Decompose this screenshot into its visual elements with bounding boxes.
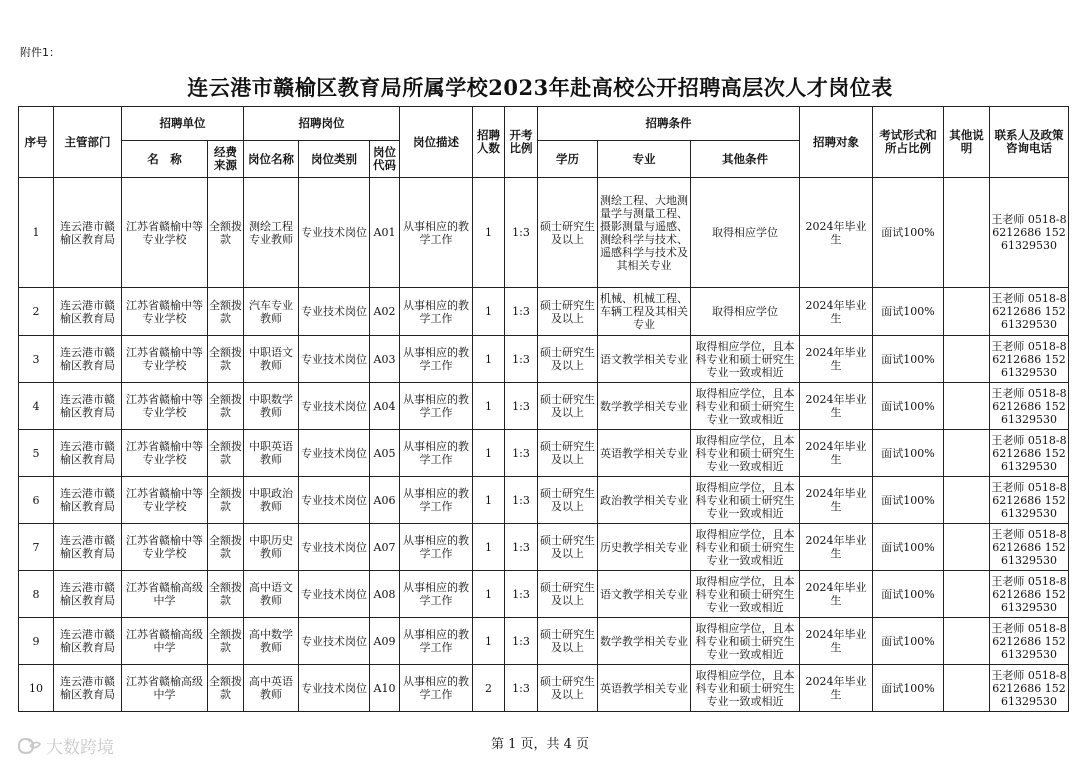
cell-type: 专业技术岗位 [299, 178, 370, 288]
cell-seq: 3 [19, 336, 54, 383]
cell-unit: 江苏省赣榆中等专业学校 [122, 383, 208, 430]
cell-count: 1 [473, 288, 505, 336]
cell-count: 1 [473, 571, 505, 618]
cell-other: 取得相应学位，且本科专业和硕士研究生专业一致或相近 [691, 618, 800, 665]
cell-desc: 从事相应的教学工作 [400, 430, 473, 477]
cell-contact: 王老师 0518-86212686 15261329530 [990, 178, 1069, 288]
cell-contact: 王老师 0518-86212686 15261329530 [990, 665, 1069, 712]
cell-unit: 江苏省赣榆中等专业学校 [122, 430, 208, 477]
cell-ratio: 1:3 [505, 430, 538, 477]
cell-desc: 从事相应的教学工作 [400, 618, 473, 665]
header-dept: 主管部门 [54, 107, 122, 178]
header-ratio: 开考比例 [505, 107, 538, 178]
cell-funding: 全额拨款 [208, 571, 244, 618]
cell-desc: 从事相应的教学工作 [400, 477, 473, 524]
table-row [19, 383, 1069, 430]
table-row [19, 477, 1069, 524]
header-post-code: 岗位代码 [370, 141, 400, 178]
cell-notes [944, 618, 990, 665]
page-title: 连云港市赣榆区教育局所属学校2023年赴高校公开招聘高层次人才岗位表 [187, 75, 893, 100]
cell-count: 1 [473, 178, 505, 288]
cell-dept: 连云港市赣榆区教育局 [54, 618, 122, 665]
cell-target: 2024年毕业生 [800, 178, 873, 288]
cell-count: 1 [473, 618, 505, 665]
cell-exam: 面试100% [873, 383, 944, 430]
cell-type: 专业技术岗位 [299, 665, 370, 712]
header-post-group: 招聘岗位 [244, 107, 400, 141]
cell-other: 取得相应学位，且本科专业和硕士研究生专业一致或相近 [691, 524, 800, 571]
cell-ratio: 1:3 [505, 288, 538, 336]
header-other: 其他条件 [691, 141, 800, 178]
cell-post: 中职英语教师 [244, 430, 299, 477]
recruitment-table [18, 106, 1069, 712]
cell-funding: 全额拨款 [208, 618, 244, 665]
cell-other: 取得相应学位 [691, 178, 800, 288]
cell-major: 数学教学相关专业 [598, 383, 691, 430]
cell-funding: 全额拨款 [208, 383, 244, 430]
cell-exam: 面试100% [873, 665, 944, 712]
cell-dept: 连云港市赣榆区教育局 [54, 288, 122, 336]
cell-seq: 10 [19, 665, 54, 712]
cell-dept: 连云港市赣榆区教育局 [54, 665, 122, 712]
cell-major: 测绘工程、大地测量学与测量工程、摄影测量与遥感、测绘科学与技术、遥感科学与技术及其相关专业 [598, 178, 691, 288]
cell-ratio: 1:3 [505, 477, 538, 524]
header-post-name: 岗位名称 [244, 141, 299, 178]
cell-post: 高中语文教师 [244, 571, 299, 618]
cell-major: 政治教学相关专业 [598, 477, 691, 524]
table-row [19, 618, 1069, 665]
cell-other: 取得相应学位，且本科专业和硕士研究生专业一致或相近 [691, 430, 800, 477]
cell-code: A02 [370, 288, 400, 336]
cell-edu: 硕士研究生及以上 [538, 288, 598, 336]
cell-notes [944, 477, 990, 524]
cell-major: 语文教学相关专业 [598, 336, 691, 383]
cell-contact: 王老师 0518-86212686 15261329530 [990, 288, 1069, 336]
cell-post: 高中英语教师 [244, 665, 299, 712]
header-contact: 联系人及政策咨询电话 [990, 107, 1069, 178]
cell-contact: 王老师 0518-86212686 15261329530 [990, 336, 1069, 383]
cell-major: 英语教学相关专业 [598, 430, 691, 477]
cell-edu: 硕士研究生及以上 [538, 336, 598, 383]
cell-desc: 从事相应的教学工作 [400, 524, 473, 571]
cell-unit: 江苏省赣榆高级中学 [122, 571, 208, 618]
cell-dept: 连云港市赣榆区教育局 [54, 571, 122, 618]
cell-post: 中职政治教师 [244, 477, 299, 524]
header-post-desc: 岗位描述 [400, 107, 473, 178]
cell-count: 1 [473, 336, 505, 383]
cell-post: 中职历史教师 [244, 524, 299, 571]
cell-post: 中职语文教师 [244, 336, 299, 383]
cell-edu: 硕士研究生及以上 [538, 665, 598, 712]
cell-type: 专业技术岗位 [299, 430, 370, 477]
cell-ratio: 1:3 [505, 524, 538, 571]
cell-code: A05 [370, 430, 400, 477]
cell-desc: 从事相应的教学工作 [400, 336, 473, 383]
cell-target: 2024年毕业生 [800, 288, 873, 336]
cell-other: 取得相应学位，且本科专业和硕士研究生专业一致或相近 [691, 383, 800, 430]
cell-major: 数学教学相关专业 [598, 618, 691, 665]
cell-unit: 江苏省赣榆高级中学 [122, 618, 208, 665]
cell-other: 取得相应学位，且本科专业和硕士研究生专业一致或相近 [691, 477, 800, 524]
cell-contact: 王老师 0518-86212686 15261329530 [990, 618, 1069, 665]
table-row [19, 178, 1069, 288]
header-funding: 经费来源 [208, 141, 244, 178]
cell-dept: 连云港市赣榆区教育局 [54, 430, 122, 477]
cell-dept: 连云港市赣榆区教育局 [54, 178, 122, 288]
cell-seq: 9 [19, 618, 54, 665]
cell-notes [944, 336, 990, 383]
header-unit-group: 招聘单位 [122, 107, 244, 141]
cell-dept: 连云港市赣榆区教育局 [54, 383, 122, 430]
cell-code: A03 [370, 336, 400, 383]
cell-target: 2024年毕业生 [800, 336, 873, 383]
cell-seq: 4 [19, 383, 54, 430]
cell-code: A07 [370, 524, 400, 571]
cell-funding: 全额拨款 [208, 430, 244, 477]
cell-post: 汽车专业教师 [244, 288, 299, 336]
cell-target: 2024年毕业生 [800, 665, 873, 712]
cell-code: A01 [370, 178, 400, 288]
cell-edu: 硕士研究生及以上 [538, 178, 598, 288]
header-notes: 其他说明 [944, 107, 990, 178]
cell-count: 1 [473, 477, 505, 524]
cell-code: A10 [370, 665, 400, 712]
cell-exam: 面试100% [873, 477, 944, 524]
cell-ratio: 1:3 [505, 178, 538, 288]
cell-post: 测绘工程专业教师 [244, 178, 299, 288]
cell-exam: 面试100% [873, 178, 944, 288]
cell-major: 英语教学相关专业 [598, 665, 691, 712]
cell-unit: 江苏省赣榆中等专业学校 [122, 524, 208, 571]
cell-unit: 江苏省赣榆中等专业学校 [122, 477, 208, 524]
cell-seq: 7 [19, 524, 54, 571]
cell-exam: 面试100% [873, 430, 944, 477]
cell-dept: 连云港市赣榆区教育局 [54, 524, 122, 571]
cell-other: 取得相应学位，且本科专业和硕士研究生专业一致或相近 [691, 571, 800, 618]
header-target: 招聘对象 [800, 107, 873, 178]
cell-desc: 从事相应的教学工作 [400, 383, 473, 430]
cell-target: 2024年毕业生 [800, 430, 873, 477]
cell-ratio: 1:3 [505, 383, 538, 430]
cell-notes [944, 665, 990, 712]
cell-type: 专业技术岗位 [299, 477, 370, 524]
cell-contact: 王老师 0518-86212686 15261329530 [990, 477, 1069, 524]
header-post-type: 岗位类别 [299, 141, 370, 178]
cell-desc: 从事相应的教学工作 [400, 288, 473, 336]
cell-ratio: 1:3 [505, 618, 538, 665]
cell-edu: 硕士研究生及以上 [538, 430, 598, 477]
cell-exam: 面试100% [873, 524, 944, 571]
cell-type: 专业技术岗位 [299, 383, 370, 430]
cell-notes [944, 288, 990, 336]
cell-target: 2024年毕业生 [800, 571, 873, 618]
cell-count: 1 [473, 430, 505, 477]
cell-code: A04 [370, 383, 400, 430]
cell-notes [944, 571, 990, 618]
table-row [19, 288, 1069, 336]
cell-count: 1 [473, 383, 505, 430]
cell-seq: 5 [19, 430, 54, 477]
cell-exam: 面试100% [873, 336, 944, 383]
header-count: 招聘人数 [473, 107, 505, 178]
header-cond-group: 招聘条件 [538, 107, 800, 141]
cell-contact: 王老师 0518-86212686 15261329530 [990, 524, 1069, 571]
watermark-text: 大数跨境 [46, 738, 114, 758]
cell-unit: 江苏省赣榆中等专业学校 [122, 178, 208, 288]
cell-funding: 全额拨款 [208, 336, 244, 383]
cell-seq: 8 [19, 571, 54, 618]
cell-other: 取得相应学位 [691, 288, 800, 336]
header-unit-name: 名 称 [122, 141, 208, 178]
cell-ratio: 1:3 [505, 665, 538, 712]
cell-unit: 江苏省赣榆中等专业学校 [122, 288, 208, 336]
cell-code: A06 [370, 477, 400, 524]
header-seq: 序号 [19, 107, 54, 178]
cell-major: 语文教学相关专业 [598, 571, 691, 618]
cell-type: 专业技术岗位 [299, 336, 370, 383]
cell-post: 中职数学教师 [244, 383, 299, 430]
cell-unit: 江苏省赣榆高级中学 [122, 665, 208, 712]
cell-edu: 硕士研究生及以上 [538, 477, 598, 524]
cell-edu: 硕士研究生及以上 [538, 571, 598, 618]
cell-other: 取得相应学位，且本科专业和硕士研究生专业一致或相近 [691, 336, 800, 383]
cell-notes [944, 383, 990, 430]
table-row [19, 524, 1069, 571]
cell-edu: 硕士研究生及以上 [538, 618, 598, 665]
cell-funding: 全额拨款 [208, 288, 244, 336]
header-major: 专业 [598, 141, 691, 178]
cell-major: 历史教学相关专业 [598, 524, 691, 571]
cell-code: A09 [370, 618, 400, 665]
cell-target: 2024年毕业生 [800, 618, 873, 665]
cell-dept: 连云港市赣榆区教育局 [54, 336, 122, 383]
cell-seq: 6 [19, 477, 54, 524]
table-row [19, 665, 1069, 712]
cell-target: 2024年毕业生 [800, 477, 873, 524]
cell-notes [944, 430, 990, 477]
cell-edu: 硕士研究生及以上 [538, 524, 598, 571]
cell-funding: 全额拨款 [208, 524, 244, 571]
cell-seq: 2 [19, 288, 54, 336]
cell-target: 2024年毕业生 [800, 383, 873, 430]
cell-funding: 全额拨款 [208, 477, 244, 524]
cell-count: 2 [473, 665, 505, 712]
cell-ratio: 1:3 [505, 571, 538, 618]
cell-funding: 全额拨款 [208, 665, 244, 712]
cell-count: 1 [473, 524, 505, 571]
cell-exam: 面试100% [873, 571, 944, 618]
cell-code: A08 [370, 571, 400, 618]
cell-post: 高中数学教师 [244, 618, 299, 665]
cell-major: 机械、机械工程、车辆工程及其相关专业 [598, 288, 691, 336]
cell-contact: 王老师 0518-86212686 15261329530 [990, 383, 1069, 430]
cell-desc: 从事相应的教学工作 [400, 571, 473, 618]
cell-contact: 王老师 0518-86212686 15261329530 [990, 571, 1069, 618]
cell-desc: 从事相应的教学工作 [400, 665, 473, 712]
cell-notes [944, 178, 990, 288]
page-number: 第 1 页，共 4 页 [490, 737, 590, 752]
cell-dept: 连云港市赣榆区教育局 [54, 477, 122, 524]
cell-ratio: 1:3 [505, 336, 538, 383]
cell-type: 专业技术岗位 [299, 571, 370, 618]
cell-seq: 1 [19, 178, 54, 288]
cell-edu: 硕士研究生及以上 [538, 383, 598, 430]
cell-unit: 江苏省赣榆中等专业学校 [122, 336, 208, 383]
cell-type: 专业技术岗位 [299, 618, 370, 665]
cell-notes [944, 524, 990, 571]
table-row [19, 336, 1069, 383]
table-row [19, 571, 1069, 618]
cell-type: 专业技术岗位 [299, 288, 370, 336]
cell-exam: 面试100% [873, 288, 944, 336]
cell-other: 取得相应学位，且本科专业和硕士研究生专业一致或相近 [691, 665, 800, 712]
table-row [19, 430, 1069, 477]
cell-exam: 面试100% [873, 618, 944, 665]
cell-type: 专业技术岗位 [299, 524, 370, 571]
cell-funding: 全额拨款 [208, 178, 244, 288]
attachment-label: 附件1： [20, 46, 60, 59]
header-exam: 考试形式和所占比例 [873, 107, 944, 178]
header-education: 学历 [538, 141, 598, 178]
cell-target: 2024年毕业生 [800, 524, 873, 571]
cell-contact: 王老师 0518-86212686 15261329530 [990, 430, 1069, 477]
cell-desc: 从事相应的教学工作 [400, 178, 473, 288]
